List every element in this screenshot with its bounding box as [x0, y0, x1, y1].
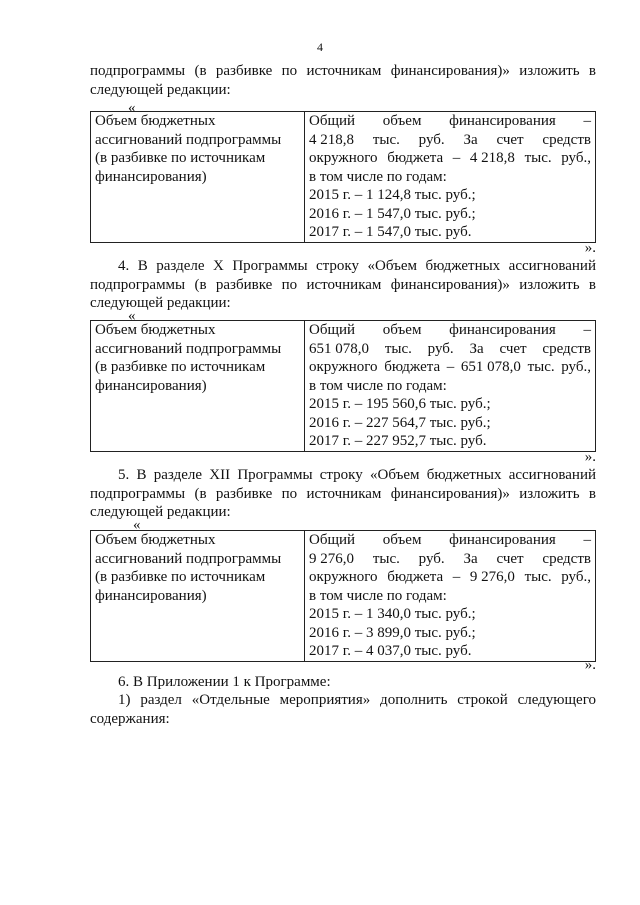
total-line-1: Общий объем финансирования –: [309, 322, 591, 338]
years-intro: в том числе по годам:: [309, 587, 447, 604]
label-line: финансирования): [95, 168, 207, 185]
label-line: (в разбивке по источникам: [95, 150, 266, 166]
intro-paragraph: подпрограммы (в разбивке по источникам финансирования)» изложить в следующей редакции:: [90, 63, 596, 98]
year-line: 2016 г. – 227 564,7 тыс. руб.;: [309, 414, 491, 431]
years-intro: в том числе по годам:: [309, 168, 447, 185]
quote-close: ».: [584, 449, 596, 465]
table-label-cell: [91, 531, 305, 662]
label-line: ассигнований подпрограммы: [95, 550, 282, 567]
year-line: 2017 г. – 227 952,7 тыс. руб.: [309, 433, 487, 449]
table-label-cell: [91, 112, 305, 243]
paragraph-6-1: 1) раздел «Отдельные мероприятия» дополнить строкой следующего содержания:: [90, 692, 596, 727]
table-value-cell: [305, 531, 596, 662]
financing-table-2: [90, 320, 596, 452]
table-value-cell: [305, 321, 596, 452]
table-value-cell: [305, 112, 596, 243]
quote-open: «: [128, 100, 136, 116]
quote-close: ».: [584, 657, 596, 673]
total-line-3: окружного бюджета – 4 218,8 тыс. руб.,: [309, 150, 591, 166]
financing-table-3: [90, 530, 596, 662]
year-line: 2016 г. – 1 547,0 тыс. руб.;: [309, 205, 476, 222]
label-line: Объем бюджетных: [95, 322, 216, 338]
financing-table-1: [90, 111, 596, 243]
paragraph-5: 5. В разделе XII Программы строку «Объем бюджетных ассигнований подпрограммы (в разбивке по источникам финансирования)» изложить в следующей редакции:: [90, 467, 596, 520]
table-label-cell: [91, 321, 305, 452]
label-line: ассигнований подпрограммы: [95, 340, 282, 357]
label-line: Объем бюджетных: [95, 532, 216, 548]
quote-close: ».: [584, 240, 596, 256]
paragraph-4: 4. В разделе X Программы строку «Объем бюджетных ассигнований подпрограммы (в разбивке по источникам финансирования)» изложить в следующей редакции:: [90, 258, 596, 311]
year-line: 2015 г. – 195 560,6 тыс. руб.;: [309, 396, 491, 412]
year-line: 2017 г. – 4 037,0 тыс. руб.: [309, 643, 472, 659]
total-line-2: 4 218,8 тыс. руб. За счет средств: [309, 131, 591, 148]
year-line: 2015 г. – 1 340,0 тыс. руб.;: [309, 606, 476, 622]
quote-open: «: [133, 517, 141, 533]
years-intro: в том числе по годам:: [309, 377, 447, 394]
label-line: финансирования): [95, 587, 207, 604]
label-line: ассигнований подпрограммы: [95, 131, 282, 148]
year-line: 2017 г. – 1 547,0 тыс. руб.: [309, 224, 472, 240]
year-line: 2015 г. – 1 124,8 тыс. руб.;: [309, 187, 476, 203]
label-line: (в разбивке по источникам: [95, 569, 266, 585]
total-line-2: 9 276,0 тыс. руб. За счет средств: [309, 550, 591, 567]
label-line: Объем бюджетных: [95, 113, 216, 129]
label-line: финансирования): [95, 377, 207, 394]
total-line-3: окружного бюджета – 651 078,0 тыс. руб.,: [309, 359, 591, 375]
total-line-1: Общий объем финансирования –: [309, 532, 591, 548]
paragraph-6: 6. В Приложении 1 к Программе:: [118, 674, 331, 690]
total-line-3: окружного бюджета – 9 276,0 тыс. руб.,: [309, 569, 591, 585]
quote-open: «: [128, 308, 136, 324]
year-line: 2016 г. – 3 899,0 тыс. руб.;: [309, 624, 476, 641]
label-line: (в разбивке по источникам: [95, 359, 266, 375]
page-number: 4: [317, 40, 323, 54]
total-line-2: 651 078,0 тыс. руб. За счет средств: [309, 340, 591, 357]
total-line-1: Общий объем финансирования –: [309, 113, 591, 129]
